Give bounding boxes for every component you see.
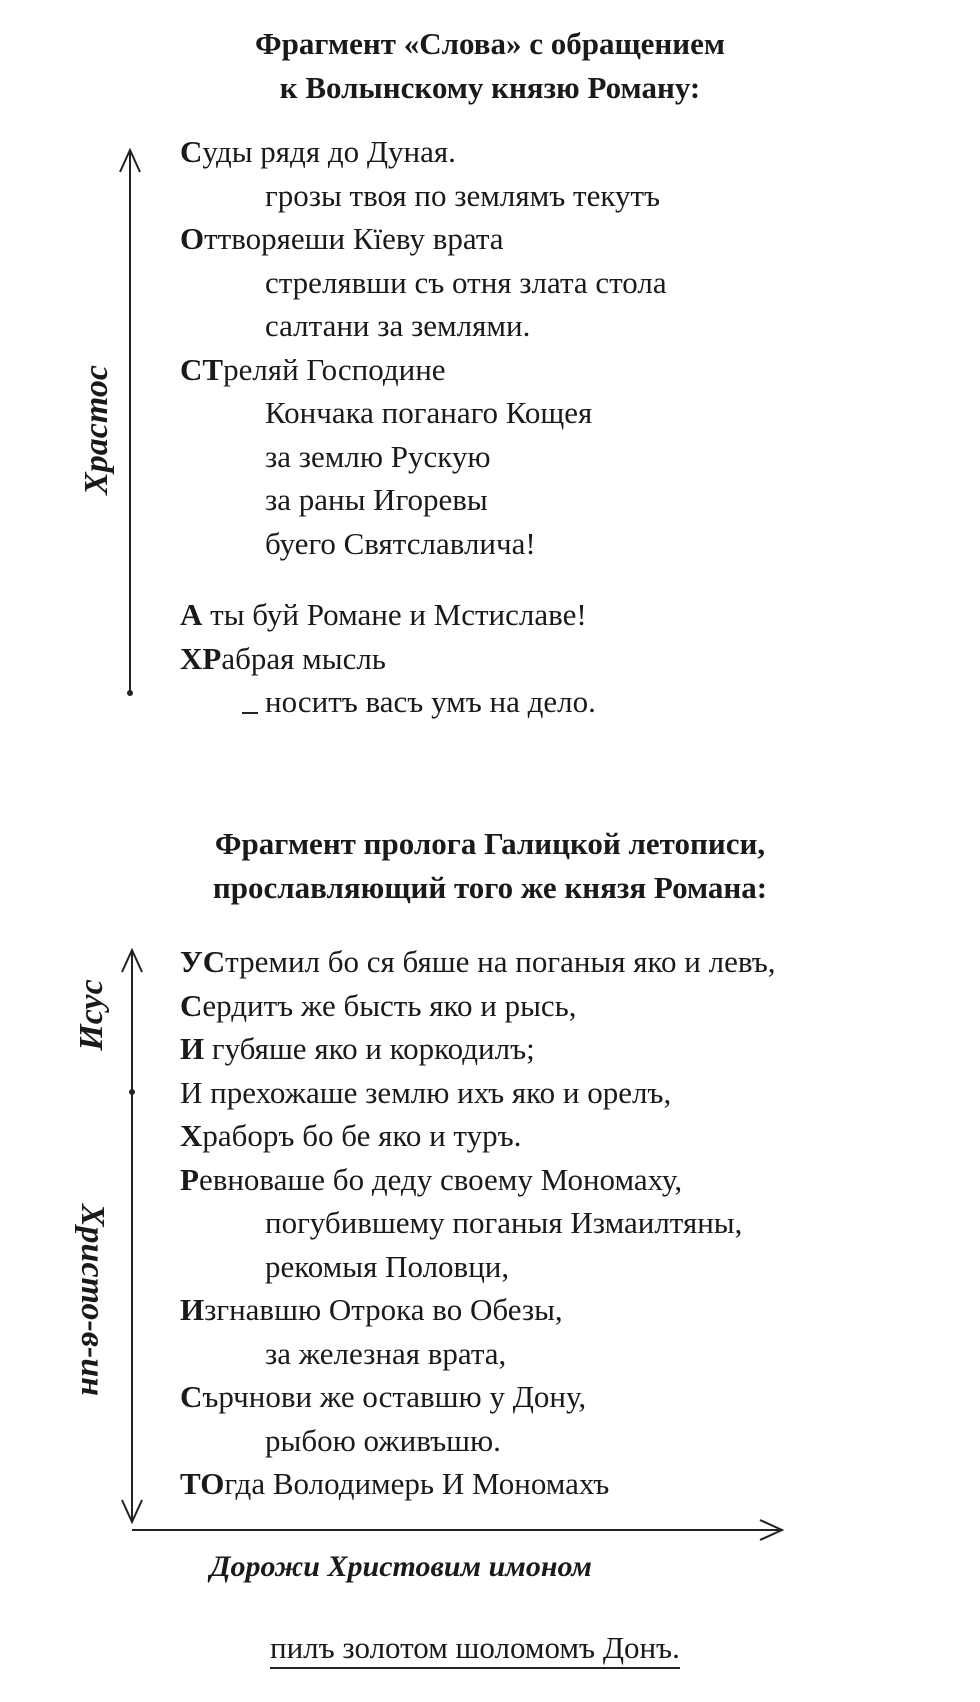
vertical-label-isus: Исус [73, 979, 110, 1051]
verse1-text: ты буй Романе и Мстиславе! [202, 597, 587, 632]
verse1-line [180, 348, 446, 392]
verse1-text: реляй Господине [223, 351, 446, 387]
verse1-line [265, 174, 660, 218]
verse2-text: ърчнови же оставшю у Дону, [202, 1379, 587, 1414]
verse2-initial: С [180, 1379, 203, 1414]
verse2-initial: УС [180, 944, 226, 979]
footer-line: пилъ золотом шоломомъ Донъ. [270, 1630, 680, 1669]
verse1-text: Кончака поганаго Кощея [265, 395, 593, 430]
verse2-text: рекомыя Половци, [265, 1248, 510, 1284]
verse2-text: евноваше бо деду своему Мономаху, [198, 1161, 683, 1197]
verse1-line [265, 261, 667, 305]
footer-wrapper [270, 1626, 680, 1670]
verse1-text: стрелявши съ отня злата стола [265, 264, 667, 300]
verse1-line [180, 637, 386, 681]
verse1-line [265, 391, 592, 435]
verse1-text: салтани за землями. [265, 308, 531, 343]
verse2-line [180, 1462, 609, 1506]
verse2-text: раборъ бо бе яко и туръ. [202, 1118, 522, 1153]
verse1-line [265, 478, 488, 522]
verse2-line [265, 1201, 742, 1245]
verse1-initial: СТ [180, 351, 224, 387]
verse1-text: буего Святславлича! [265, 525, 536, 561]
verse2-text: И прехожаше землю ихъ яко и орелъ, [180, 1074, 672, 1110]
verse1-line [265, 435, 491, 479]
verse2-line [265, 1332, 506, 1376]
verse2-initial: Х [180, 1118, 203, 1153]
section1-title-line2: к Волынскому князю Роману: [279, 70, 701, 105]
verse1-text: ттворяеши Кїеву врата [204, 221, 504, 256]
verse2-initial: ТО [180, 1466, 225, 1501]
horizontal-caption: Дорожи Христовим имоном [210, 1550, 592, 1583]
verse1-line [265, 680, 596, 724]
verse1-text: за землю Рускую [265, 438, 491, 474]
verse1-text: за раны Игоревы [265, 482, 488, 517]
verse2-line [180, 940, 775, 984]
verse2-text: погубившему поганыя Измаилтяны, [265, 1205, 743, 1240]
vertical-arrow-1 [120, 150, 140, 696]
verse2-text: за железная врата, [265, 1335, 507, 1371]
verse2-line [180, 1071, 671, 1115]
verse2-initial: И [180, 1292, 205, 1327]
section2-title-line1: Фрагмент пролога Галицкой летописи, [214, 826, 766, 861]
horizontal-arrow [132, 1520, 782, 1540]
verse1-text: грозы твоя по землямъ текутъ [265, 177, 661, 213]
verse2-line [180, 1027, 535, 1071]
verse1-initial: ХР [180, 640, 222, 676]
verse2-text: ердитъ же бысть яко и рысь, [202, 987, 577, 1023]
section2-title-line2: прославляющий того же князя Романа: [212, 870, 768, 905]
verse1-initial: О [180, 221, 205, 256]
verse1-line [265, 522, 536, 566]
verse2-text: гда Володимерь И Мономахъ [224, 1466, 610, 1501]
verse2-text: рыбою оживъшю. [265, 1422, 501, 1458]
verse1-initial: С [180, 134, 203, 169]
verse2-line [180, 1375, 586, 1419]
verse1-text: абрая мысль [221, 640, 386, 676]
vertical-label-khristovin: Христо-в-ин [74, 1203, 111, 1397]
verse2-line [180, 1158, 682, 1202]
verse2-line [180, 1288, 563, 1332]
vertical-arrow-2 [122, 950, 142, 1522]
verse1-line [180, 130, 456, 174]
verse1-line [265, 304, 530, 348]
verse2-line [180, 984, 577, 1028]
verse2-initial: И [180, 1031, 205, 1066]
verse2-text: тремил бо ся бяше на поганыя яко и левъ, [225, 944, 776, 979]
vertical-label-christos: Храстос [78, 365, 115, 495]
verse2-line [180, 1114, 521, 1158]
verse2-line [265, 1419, 501, 1463]
verse1-line [180, 593, 587, 637]
section1-title-line1: Фрагмент «Слова» с обращением [254, 26, 726, 61]
verse1-initial: А [180, 597, 203, 632]
verse2-line [265, 1245, 509, 1289]
verse1-line [180, 217, 504, 261]
verse2-text: згнавшю Отрока во Обезы, [204, 1292, 563, 1327]
verse2-initial: С [180, 987, 203, 1023]
verse2-initial: Р [180, 1161, 199, 1197]
verse2-text: губяше яко и коркодилъ; [204, 1031, 535, 1066]
verse1-text: носитъ васъ умъ на дело. [265, 684, 596, 719]
verse1-text: уды рядя до Дуная. [202, 134, 456, 169]
